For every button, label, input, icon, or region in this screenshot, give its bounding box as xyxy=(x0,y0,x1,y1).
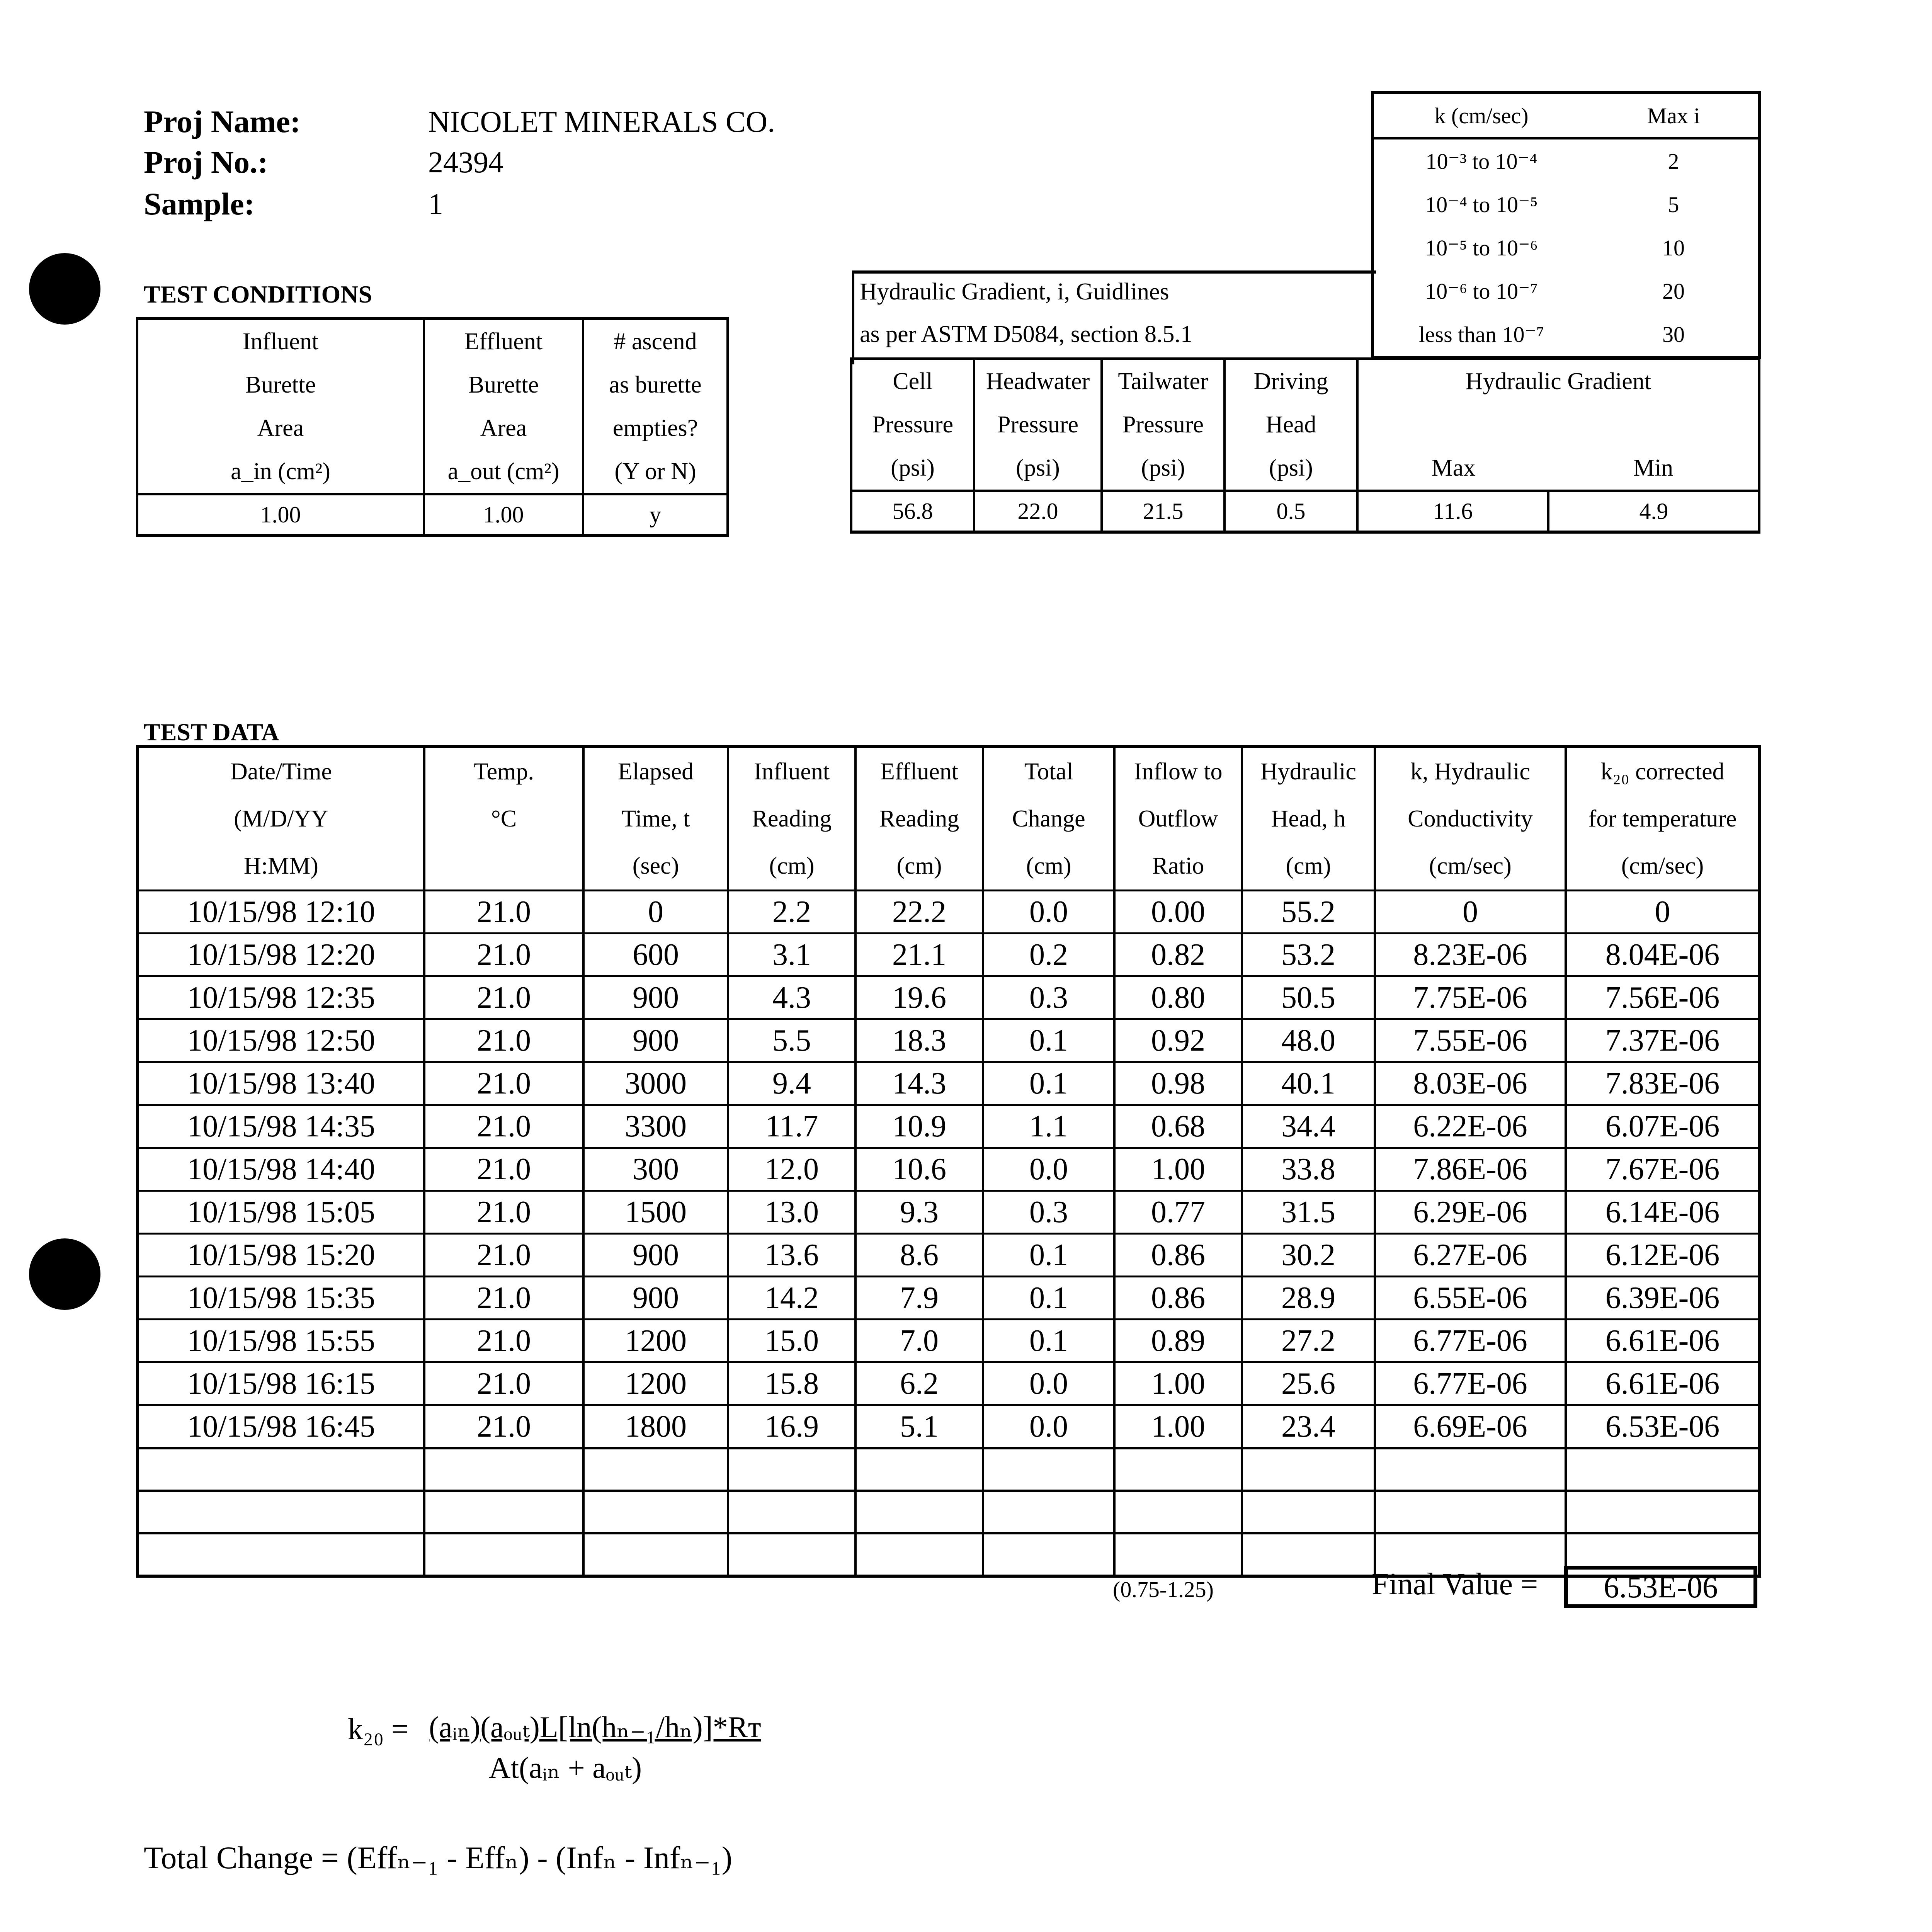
punch-hole-top xyxy=(29,253,100,325)
empty-cell xyxy=(1114,1533,1242,1576)
pt-head-h0: Headwater xyxy=(974,359,1102,403)
k-range-4: 10⁻⁶ to 10⁻⁷ xyxy=(1425,279,1538,304)
empty-cell xyxy=(583,1533,728,1576)
table-cell: 0 xyxy=(1375,891,1566,934)
table-cell: 1.00 xyxy=(1114,1148,1242,1191)
td-header-c8-l0: k, Hydraulic xyxy=(1375,747,1566,795)
td-header-c0-l2: H:MM) xyxy=(138,842,424,891)
table-cell: 21.1 xyxy=(855,934,983,976)
table-cell: 6.07E-06 xyxy=(1566,1105,1760,1148)
table-cell: 25.6 xyxy=(1242,1362,1375,1405)
tailwater-pressure-value: 21.5 xyxy=(1102,491,1225,532)
td-header-c4-l1: Reading xyxy=(855,795,983,842)
td-header-c7-l2: (cm) xyxy=(1242,842,1375,891)
table-cell: 0 xyxy=(583,891,728,934)
table-row xyxy=(138,934,1760,976)
k-header: k (cm/sec) xyxy=(1372,92,1589,138)
headwater-pressure-value: 22.0 xyxy=(974,491,1102,532)
max-i-header: Max i xyxy=(1589,92,1760,138)
table-cell: 0.1 xyxy=(983,1234,1114,1277)
table-cell: 0.89 xyxy=(1114,1320,1242,1362)
table-cell: 21.0 xyxy=(424,1148,583,1191)
table-row xyxy=(138,891,1760,934)
table-cell: 10/15/98 12:35 xyxy=(138,976,424,1019)
table-cell: 0.77 xyxy=(1114,1191,1242,1234)
table-cell: 5.5 xyxy=(728,1019,855,1062)
table-cell: 900 xyxy=(583,1277,728,1320)
table-cell: 900 xyxy=(583,976,728,1019)
table-cell: 0.1 xyxy=(983,1019,1114,1062)
table-cell: 0.68 xyxy=(1114,1105,1242,1148)
pt-cell-h2: (psi) xyxy=(851,446,974,491)
table-cell: 15.8 xyxy=(728,1362,855,1405)
tc-h-2-3: (Y or N) xyxy=(583,450,728,494)
table-row xyxy=(138,1148,1760,1191)
table-cell: 21.0 xyxy=(424,1105,583,1148)
table-cell: 21.0 xyxy=(424,976,583,1019)
td-header-c3-l0: Influent xyxy=(728,747,855,795)
table-cell: 10/15/98 16:45 xyxy=(138,1405,424,1449)
pt-cell-h0: Cell xyxy=(851,359,974,403)
empty-cell xyxy=(138,1491,424,1533)
empty-cell xyxy=(424,1448,583,1491)
hg-max-value: 11.6 xyxy=(1357,491,1548,532)
sample-label: Sample: xyxy=(144,186,255,221)
pt-tail-h1: Pressure xyxy=(1102,403,1225,446)
table-cell: 6.61E-06 xyxy=(1566,1320,1760,1362)
k20-numerator: (aᵢₙ)(aₒᵤₜ)L[ln(hₙ₋₁/hₙ)]*Rᴛ xyxy=(429,1710,761,1744)
td-header-c6-l0: Inflow to xyxy=(1114,747,1242,795)
table-row xyxy=(138,1105,1760,1148)
pt-tail-h2: (psi) xyxy=(1102,446,1225,491)
table-cell: 53.2 xyxy=(1242,934,1375,976)
table-cell: 10.9 xyxy=(855,1105,983,1148)
cell-pressure-value: 56.8 xyxy=(851,491,974,532)
table-cell: 10.6 xyxy=(855,1148,983,1191)
punch-hole-middle xyxy=(29,1238,100,1310)
tc-h-0-3: a_in (cm²) xyxy=(137,450,424,494)
table-cell: 6.27E-06 xyxy=(1375,1234,1566,1277)
hg-min-label: Min xyxy=(1548,446,1759,491)
tc-h-1-1: Burette xyxy=(424,363,583,406)
empty-cell xyxy=(855,1491,983,1533)
empty-cell xyxy=(424,1533,583,1576)
sample-value: 1 xyxy=(428,187,443,221)
table-cell: 10/15/98 13:40 xyxy=(138,1062,424,1105)
table-cell: 23.4 xyxy=(1242,1405,1375,1449)
table-cell: 0.0 xyxy=(983,1405,1114,1449)
td-header-c1-l1: °C xyxy=(424,795,583,842)
proj-no-value: 24394 xyxy=(428,145,503,179)
table-cell: 900 xyxy=(583,1234,728,1277)
k-range-2: 10⁻⁴ to 10⁻⁵ xyxy=(1425,192,1538,217)
table-cell: 8.6 xyxy=(855,1234,983,1277)
empty-cell xyxy=(983,1448,1114,1491)
tc-h-0-0: Influent xyxy=(137,318,424,363)
tc-h-1-2: Area xyxy=(424,406,583,450)
test-conditions-table xyxy=(136,317,729,537)
table-cell: 50.5 xyxy=(1242,976,1375,1019)
table-cell: 27.2 xyxy=(1242,1320,1375,1362)
table-cell: 10/15/98 12:50 xyxy=(138,1019,424,1062)
empty-cell xyxy=(1114,1448,1242,1491)
table-cell: 7.9 xyxy=(855,1277,983,1320)
table-cell: 55.2 xyxy=(1242,891,1375,934)
table-cell: 28.9 xyxy=(1242,1277,1375,1320)
td-header-c6-l1: Outflow xyxy=(1114,795,1242,842)
table-cell: 8.03E-06 xyxy=(1375,1062,1566,1105)
table-cell: 600 xyxy=(583,934,728,976)
table-cell: 18.3 xyxy=(855,1019,983,1062)
empty-cell xyxy=(138,1533,424,1576)
td-header-c6-l2: Ratio xyxy=(1114,842,1242,891)
td-header-c0-l0: Date/Time xyxy=(138,747,424,795)
table-cell: 34.4 xyxy=(1242,1105,1375,1148)
k-range-5: less than 10⁻⁷ xyxy=(1418,322,1544,347)
table-cell: 48.0 xyxy=(1242,1019,1375,1062)
pt-head-h2: (psi) xyxy=(974,446,1102,491)
table-cell: 19.6 xyxy=(855,976,983,1019)
td-header-c2-l2: (sec) xyxy=(583,842,728,891)
empty-cell xyxy=(1114,1491,1242,1533)
max-i-4: 20 xyxy=(1662,278,1685,304)
table-cell: 6.53E-06 xyxy=(1566,1405,1760,1449)
pt-cell-h1: Pressure xyxy=(851,403,974,446)
k-range-1: 10⁻³ to 10⁻⁴ xyxy=(1425,149,1537,174)
table-cell: 10/15/98 14:40 xyxy=(138,1148,424,1191)
table-row xyxy=(138,976,1760,1019)
table-cell: 300 xyxy=(583,1148,728,1191)
td-header-c5-l2: (cm) xyxy=(983,842,1114,891)
table-cell: 9.4 xyxy=(728,1062,855,1105)
table-row xyxy=(138,1277,1760,1320)
td-header-c7-l1: Head, h xyxy=(1242,795,1375,842)
test-data-title: TEST DATA xyxy=(144,718,279,746)
table-cell: 3.1 xyxy=(728,934,855,976)
table-row xyxy=(138,1405,1760,1449)
table-cell: 7.55E-06 xyxy=(1375,1019,1566,1062)
pt-head-h1: Pressure xyxy=(974,403,1102,446)
table-cell: 3300 xyxy=(583,1105,728,1148)
empty-cell xyxy=(728,1533,855,1576)
pt-tail-h0: Tailwater xyxy=(1102,359,1225,403)
empty-cell xyxy=(583,1491,728,1533)
proj-name-label: Proj Name: xyxy=(144,104,301,139)
table-cell: 900 xyxy=(583,1019,728,1062)
td-header-c2-l0: Elapsed xyxy=(583,747,728,795)
tc-influent-area: 1.00 xyxy=(137,494,424,536)
table-cell: 10/15/98 15:35 xyxy=(138,1277,424,1320)
table-cell: 0.80 xyxy=(1114,976,1242,1019)
table-cell: 11.7 xyxy=(728,1105,855,1148)
table-cell: 21.0 xyxy=(424,1320,583,1362)
table-cell: 6.55E-06 xyxy=(1375,1277,1566,1320)
empty-table-row xyxy=(138,1448,1760,1491)
table-cell: 21.0 xyxy=(424,1191,583,1234)
td-header-c9-l2: (cm/sec) xyxy=(1566,842,1760,891)
table-cell: 6.14E-06 xyxy=(1566,1191,1760,1234)
table-cell: 0.86 xyxy=(1114,1277,1242,1320)
td-header-c4-l0: Effluent xyxy=(855,747,983,795)
final-value: 6.53E-06 xyxy=(1564,1566,1757,1608)
table-cell: 0.3 xyxy=(983,1191,1114,1234)
td-header-c1-l0: Temp. xyxy=(424,747,583,795)
table-cell: 31.5 xyxy=(1242,1191,1375,1234)
table-row xyxy=(138,1062,1760,1105)
table-cell: 30.2 xyxy=(1242,1234,1375,1277)
empty-cell xyxy=(1242,1448,1375,1491)
table-row xyxy=(138,1191,1760,1234)
table-cell: 1800 xyxy=(583,1405,728,1449)
empty-cell xyxy=(424,1491,583,1533)
table-cell: 6.12E-06 xyxy=(1566,1234,1760,1277)
pt-drive-h2: (psi) xyxy=(1225,446,1357,491)
table-cell: 1500 xyxy=(583,1191,728,1234)
table-cell: 4.3 xyxy=(728,976,855,1019)
table-cell: 6.77E-06 xyxy=(1375,1320,1566,1362)
empty-cell xyxy=(1242,1491,1375,1533)
table-cell: 33.8 xyxy=(1242,1148,1375,1191)
table-cell: 1.00 xyxy=(1114,1405,1242,1449)
empty-cell xyxy=(1375,1448,1566,1491)
td-header-c8-l1: Conductivity xyxy=(1375,795,1566,842)
table-cell: 15.0 xyxy=(728,1320,855,1362)
empty-cell xyxy=(855,1448,983,1491)
empty-cell xyxy=(1566,1491,1760,1533)
empty-cell xyxy=(728,1491,855,1533)
table-cell: 21.0 xyxy=(424,1062,583,1105)
table-cell: 0.1 xyxy=(983,1320,1114,1362)
table-cell: 7.0 xyxy=(855,1320,983,1362)
table-cell: 0.98 xyxy=(1114,1062,1242,1105)
table-cell: 21.0 xyxy=(424,1405,583,1449)
total-change-formula: Total Change = (Effₙ₋₁ - Effₙ) - (Infₙ - Infₙ₋₁) xyxy=(144,1840,733,1875)
table-cell: 3000 xyxy=(583,1062,728,1105)
table-cell: 0.1 xyxy=(983,1277,1114,1320)
ratio-range: (0.75-1.25) xyxy=(1113,1577,1214,1602)
table-cell: 21.0 xyxy=(424,1362,583,1405)
empty-cell xyxy=(983,1491,1114,1533)
k20-denominator: At(aᵢₙ + aₒᵤₜ) xyxy=(489,1751,642,1784)
table-cell: 9.3 xyxy=(855,1191,983,1234)
table-cell: 10/15/98 15:20 xyxy=(138,1234,424,1277)
hg-min-value: 4.9 xyxy=(1548,491,1759,532)
table-cell: 6.77E-06 xyxy=(1375,1362,1566,1405)
table-cell: 16.9 xyxy=(728,1405,855,1449)
pt-drive-h0: Driving xyxy=(1225,359,1357,403)
table-cell: 14.3 xyxy=(855,1062,983,1105)
hg-max-label: Max xyxy=(1357,446,1548,491)
final-value-label: Final Value = xyxy=(1372,1567,1538,1601)
k20-lhs: k₂₀ = xyxy=(348,1712,408,1746)
table-cell: 10/15/98 15:05 xyxy=(138,1191,424,1234)
tc-h-2-2: empties? xyxy=(583,406,728,450)
table-cell: 0.82 xyxy=(1114,934,1242,976)
table-cell: 1200 xyxy=(583,1320,728,1362)
table-cell: 0.86 xyxy=(1114,1234,1242,1277)
empty-cell xyxy=(983,1533,1114,1576)
td-header-c9-l0: k₂₀ corrected xyxy=(1566,747,1760,795)
table-cell: 7.37E-06 xyxy=(1566,1019,1760,1062)
table-row xyxy=(138,1320,1760,1362)
table-cell: 8.23E-06 xyxy=(1375,934,1566,976)
table-cell: 12.0 xyxy=(728,1148,855,1191)
table-cell: 10/15/98 16:15 xyxy=(138,1362,424,1405)
table-cell: 7.67E-06 xyxy=(1566,1148,1760,1191)
table-cell: 40.1 xyxy=(1242,1062,1375,1105)
table-cell: 1.00 xyxy=(1114,1362,1242,1405)
max-i-1: 2 xyxy=(1668,148,1679,174)
test-conditions-title: TEST CONDITIONS xyxy=(144,281,372,308)
table-cell: 21.0 xyxy=(424,891,583,934)
td-header-c9-l1: for temperature xyxy=(1566,795,1760,842)
empty-table-row xyxy=(138,1491,1760,1533)
tc-h-1-0: Effluent xyxy=(424,318,583,363)
table-cell: 8.04E-06 xyxy=(1566,934,1760,976)
table-cell: 22.2 xyxy=(855,891,983,934)
table-cell: 0.2 xyxy=(983,934,1114,976)
table-cell: 0 xyxy=(1566,891,1760,934)
table-cell: 7.86E-06 xyxy=(1375,1148,1566,1191)
table-cell: 14.2 xyxy=(728,1277,855,1320)
table-cell: 21.0 xyxy=(424,934,583,976)
guidelines-line-1: Hydraulic Gradient, i, Guidlines xyxy=(860,279,1169,305)
empty-cell xyxy=(1242,1533,1375,1576)
table-cell: 7.56E-06 xyxy=(1566,976,1760,1019)
table-cell: 13.6 xyxy=(728,1234,855,1277)
table-cell: 10/15/98 12:20 xyxy=(138,934,424,976)
table-cell: 2.2 xyxy=(728,891,855,934)
table-cell: 10/15/98 15:55 xyxy=(138,1320,424,1362)
table-cell: 1200 xyxy=(583,1362,728,1405)
tc-ascend: y xyxy=(583,494,728,536)
table-cell: 0.3 xyxy=(983,976,1114,1019)
td-header-c5-l1: Change xyxy=(983,795,1114,842)
table-cell: 7.83E-06 xyxy=(1566,1062,1760,1105)
empty-cell xyxy=(728,1448,855,1491)
table-cell: 7.75E-06 xyxy=(1375,976,1566,1019)
empty-cell xyxy=(138,1448,424,1491)
table-cell: 0.0 xyxy=(983,1362,1114,1405)
hydraulic-gradient-title: Hydraulic Gradient xyxy=(1357,359,1759,403)
td-header-c3-l2: (cm) xyxy=(728,842,855,891)
empty-cell xyxy=(583,1448,728,1491)
td-header-c4-l2: (cm) xyxy=(855,842,983,891)
tc-h-1-3: a_out (cm²) xyxy=(424,450,583,494)
guidelines-line-2: as per ASTM D5084, section 8.5.1 xyxy=(860,321,1193,347)
driving-head-value: 0.5 xyxy=(1225,491,1357,532)
max-i-3: 10 xyxy=(1662,235,1685,260)
empty-cell xyxy=(1375,1491,1566,1533)
table-cell: 21.0 xyxy=(424,1234,583,1277)
table-cell: 6.22E-06 xyxy=(1375,1105,1566,1148)
tc-h-2-1: as burette xyxy=(583,363,728,406)
table-row xyxy=(138,1234,1760,1277)
table-cell: 6.61E-06 xyxy=(1566,1362,1760,1405)
table-cell: 21.0 xyxy=(424,1277,583,1320)
table-cell: 21.0 xyxy=(424,1019,583,1062)
table-cell: 0.92 xyxy=(1114,1019,1242,1062)
td-header-c7-l0: Hydraulic xyxy=(1242,747,1375,795)
pressure-table xyxy=(850,357,1760,534)
table-cell: 5.1 xyxy=(855,1405,983,1449)
td-header-c0-l1: (M/D/YY xyxy=(138,795,424,842)
proj-name-value: NICOLET MINERALS CO. xyxy=(428,105,775,138)
empty-cell xyxy=(855,1533,983,1576)
tc-h-2-0: # ascend xyxy=(583,318,728,363)
table-row xyxy=(138,1362,1760,1405)
table-cell: 6.2 xyxy=(855,1362,983,1405)
max-i-5: 30 xyxy=(1662,321,1685,347)
td-header-c2-l1: Time, t xyxy=(583,795,728,842)
table-cell: 10/15/98 14:35 xyxy=(138,1105,424,1148)
table-cell: 6.29E-06 xyxy=(1375,1191,1566,1234)
tc-effluent-area: 1.00 xyxy=(424,494,583,536)
table-row xyxy=(138,1019,1760,1062)
tc-h-0-2: Area xyxy=(137,406,424,450)
tc-h-0-1: Burette xyxy=(137,363,424,406)
td-header-c1-l2 xyxy=(424,842,583,891)
k-max-i-table xyxy=(1371,91,1761,359)
table-cell: 13.0 xyxy=(728,1191,855,1234)
test-data-table xyxy=(136,745,1761,1578)
table-cell: 0.0 xyxy=(983,1148,1114,1191)
proj-no-label: Proj No.: xyxy=(144,145,268,180)
table-cell: 6.39E-06 xyxy=(1566,1277,1760,1320)
pt-drive-h1: Head xyxy=(1225,403,1357,446)
table-cell: 1.1 xyxy=(983,1105,1114,1148)
k-range-3: 10⁻⁵ to 10⁻⁶ xyxy=(1425,235,1538,260)
max-i-2: 5 xyxy=(1668,192,1679,217)
table-cell: 0.1 xyxy=(983,1062,1114,1105)
table-cell: 10/15/98 12:10 xyxy=(138,891,424,934)
table-cell: 6.69E-06 xyxy=(1375,1405,1566,1449)
td-header-c8-l2: (cm/sec) xyxy=(1375,842,1566,891)
table-cell: 0.0 xyxy=(983,891,1114,934)
td-header-c3-l1: Reading xyxy=(728,795,855,842)
empty-cell xyxy=(1566,1448,1760,1491)
table-cell: 0.00 xyxy=(1114,891,1242,934)
td-header-c5-l0: Total xyxy=(983,747,1114,795)
